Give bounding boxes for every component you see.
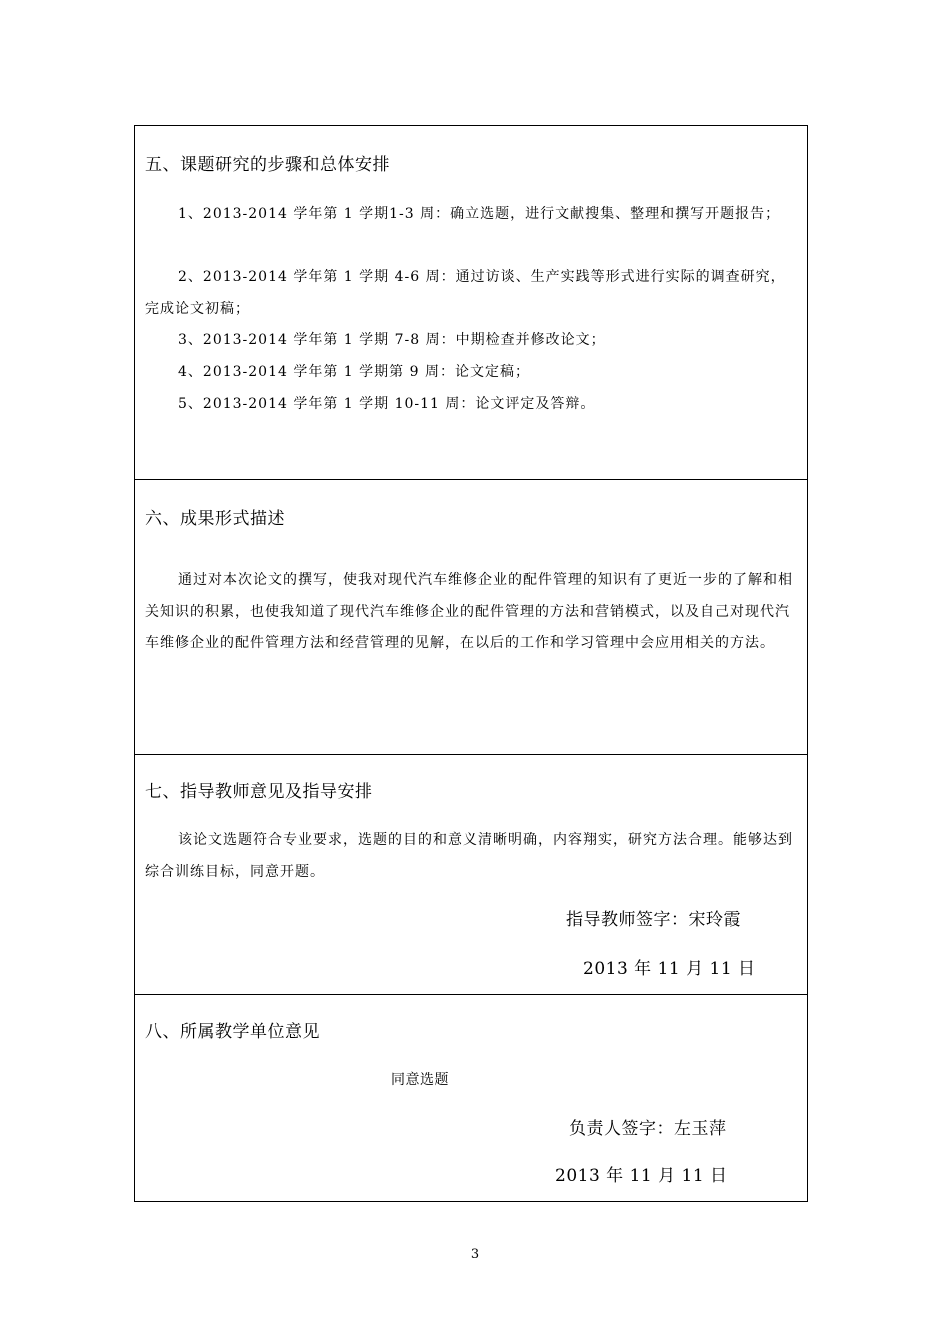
step-item-2: 2、2013-2014 学年第 1 学期 4-6 周：通过访谈、生产实践等形式进行实际的调查研究，完成论文初稿； [145, 269, 786, 317]
section-heading: 六、成果形式描述 [145, 509, 285, 529]
outcome-paragraph: 通过对本次论文的撰写，使我对现代汽车维修企业的配件管理的知识有了更近一步的了解和相关知识的积累，也使我知道了现代汽车维修企业的配件管理的方法和营销模式，以及自己对现代汽车维修企业的配件管理方法和经营管理的见解，在以后的工作和学习管理中会应用相关的方法。 [145, 572, 793, 651]
unit-date: 2013 年 11 月 11 日 [555, 1166, 728, 1186]
section-heading: 七、指导教师意见及指导安排 [145, 782, 373, 802]
advisor-signature: 指导教师签字：宋玲霞 [566, 910, 741, 930]
unit-signature: 负责人签字：左玉萍 [569, 1119, 727, 1139]
section-heading: 五、课题研究的步骤和总体安排 [145, 155, 390, 175]
section-research-steps [135, 126, 807, 479]
step-item-4: 4、2013-2014 学年第 1 学期第 9 周：论文定稿； [178, 364, 530, 380]
step-item-3: 3、2013-2014 学年第 1 学期 7-8 周：中期检查并修改论文； [178, 332, 606, 348]
step-item-5: 5、2013-2014 学年第 1 学期 10-11 周：论文评定及答辩。 [178, 396, 596, 412]
section-heading: 八、所属教学单位意见 [145, 1022, 320, 1042]
proposal-table [134, 125, 808, 1202]
step-item-1: 1、2013-2014 学年第 1 学期1-3 周：确立选题，进行文献搜集、整理和撰写开题报告； [178, 206, 781, 222]
unit-opinion-text: 同意选题 [391, 1072, 449, 1088]
section-outcome-form [135, 479, 807, 754]
advisor-date: 2013 年 11 月 11 日 [583, 959, 756, 979]
page-number: 3 [470, 1247, 480, 1262]
section-advisor-opinion [135, 754, 807, 994]
section-unit-opinion [135, 994, 807, 1201]
advisor-opinion-paragraph: 该论文选题符合专业要求，选题的目的和意义清晰明确，内容翔实，研究方法合理。能够达到综合训练目标，同意开题。 [145, 832, 793, 880]
